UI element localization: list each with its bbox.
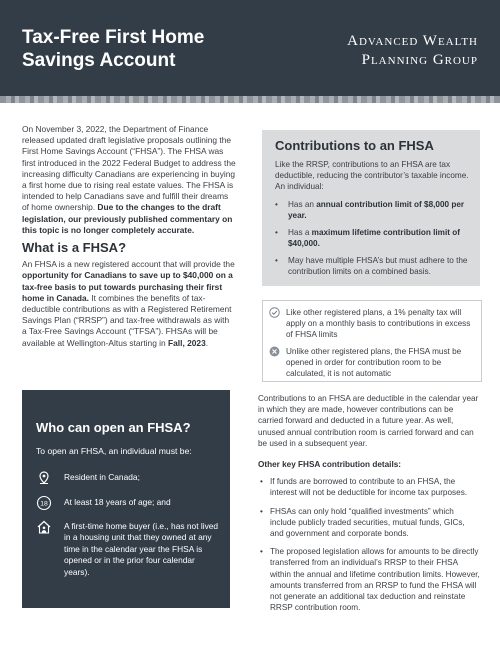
bullet-bold: annual contribution limit of $8,000 per year. — [288, 200, 465, 220]
company-logo — [347, 32, 478, 70]
what-is-heading: What is a FHSA? — [22, 240, 127, 256]
x-circle-icon — [269, 346, 280, 357]
penalty-notes-box — [262, 300, 482, 382]
who-can-heading: Who can open an FHSA? — [36, 420, 191, 435]
bullet-text — [288, 227, 468, 249]
bullet-dot: • — [260, 547, 263, 557]
right-column — [258, 393, 480, 620]
check-circle-icon — [269, 307, 280, 318]
who-item-text: Resident in Canada; — [64, 472, 140, 482]
detail-item — [258, 546, 480, 613]
what-is-text-1: An FHSA is a new registered account that will provide the — [22, 259, 235, 270]
bullet-dot: • — [260, 506, 263, 516]
bullet-dot: • — [275, 256, 278, 265]
what-is-text-2: It combines the benefits of tax-deductible contributions as with a Registered Retirement Savings Plan (“RRSP”) and tax-free withdrawals as with a Tax-Free Savings Account (“TFSA”). FHSAs will be available at Wellington-Altus starting in — [22, 292, 232, 348]
intro-paragraph — [22, 124, 236, 236]
bullet-dot: • — [275, 228, 278, 237]
detail-text: If funds are borrowed to contribute to an FHSA, the interest will not be deductible for income tax purposes. — [270, 477, 468, 498]
bullet-dot: • — [260, 477, 263, 487]
logo-line-2: Planning Group — [361, 52, 478, 68]
who-can-intro: To open an FHSA, an individual must be: — [36, 446, 192, 456]
detail-item — [258, 506, 480, 540]
who-can-open-box — [22, 390, 230, 608]
page-header — [0, 0, 500, 96]
detail-item — [258, 476, 480, 498]
note-text: Like other registered plans, a 1% penalty tax will apply on a monthly basis to contributions in excess of FHSA limits — [286, 308, 471, 339]
note-text: Unlike other registered plans, the FHSA must be opened in order for contribution room to be calculated, it is not automatic — [286, 347, 462, 378]
intro-text: On November 3, 2022, the Department of Finance released updated draft legislative proposals outlining the First Home Savings Account (“FHSA”). The FHSA was first introduced in the 2022 Federal Budget to address the increasing difficulty Canadians are experiencing in buying a first home due to rising real estate values. The FHSA is intended to help Canadians save and fulfill their dreams of home ownership. — [22, 124, 236, 213]
bullet-text: May have multiple FHSA’s but must adhere to the contribution limits on a combined basis. — [288, 256, 468, 276]
left-column — [22, 124, 236, 355]
page-title: Tax-Free First Home Savings Account — [22, 27, 205, 71]
svg-text:18: 18 — [40, 500, 48, 508]
carry-forward-paragraph: Contributions to an FHSA are deductible in the calendar year in which they are made, however contributions can be carried forward and deducted in a future year. As well, unused annual contribution room is carried forward and can be used in a subsequent year. — [258, 394, 479, 448]
house-person-icon — [36, 519, 52, 535]
header-stripe — [0, 96, 500, 103]
logo-line-1: Advanced Wealth — [347, 33, 478, 49]
intro-bold-note: Due to the changes to the draft legislation, our previously published commentary on this topic is no longer completely accurate. — [22, 202, 233, 235]
bullet-dot: • — [275, 200, 278, 209]
what-is-bold-1: opportunity for Canadians to save up to $40,000 on a tax-free basis to put towards purchasing their first home in Canada. — [22, 270, 233, 303]
what-is-text-3: . — [205, 337, 209, 348]
age-18-icon — [36, 495, 52, 511]
what-is-paragraph — [22, 259, 236, 349]
who-item-text: A first-time home buyer (i.e., has not lived in a housing unit that they owned at any time in the calendar year the FHSA is opened or in the prior four calendar years). — [64, 521, 219, 577]
contributions-lead: Like the RRSP, contributions to an FHSA are tax deductible, reducing the contributor’s taxable income. An individual: — [275, 160, 469, 191]
contributions-heading: Contributions to an FHSA — [275, 138, 434, 153]
location-pin-icon — [36, 470, 52, 486]
detail-text: The proposed legislation allows for amounts to be directly transferred from an individual’s RRSP to their FHSA within the annual and lifetime contribution limits. However, amounts transferred from an RRSP to fund the FHSA will not generate an additional tax deduction and reinstate RRSP contribution room. — [270, 547, 480, 613]
bullet-pre: Has a — [288, 228, 312, 237]
what-is-bold-2: Fall, 2023 — [168, 337, 206, 348]
bullet-bold: maximum lifetime contribution limit of $40,000. — [288, 228, 460, 248]
bullet-text — [288, 199, 468, 221]
contributions-box — [262, 130, 480, 286]
who-item-text: At least 18 years of age; and — [64, 497, 171, 507]
details-heading: Other key FHSA contribution details: — [258, 460, 401, 470]
bullet-pre: Has an — [288, 200, 317, 209]
detail-text: FHSAs can only hold “qualified investments” which include publicly traded securities, mutual funds, GICs, and government and corporate bonds. — [270, 506, 465, 539]
